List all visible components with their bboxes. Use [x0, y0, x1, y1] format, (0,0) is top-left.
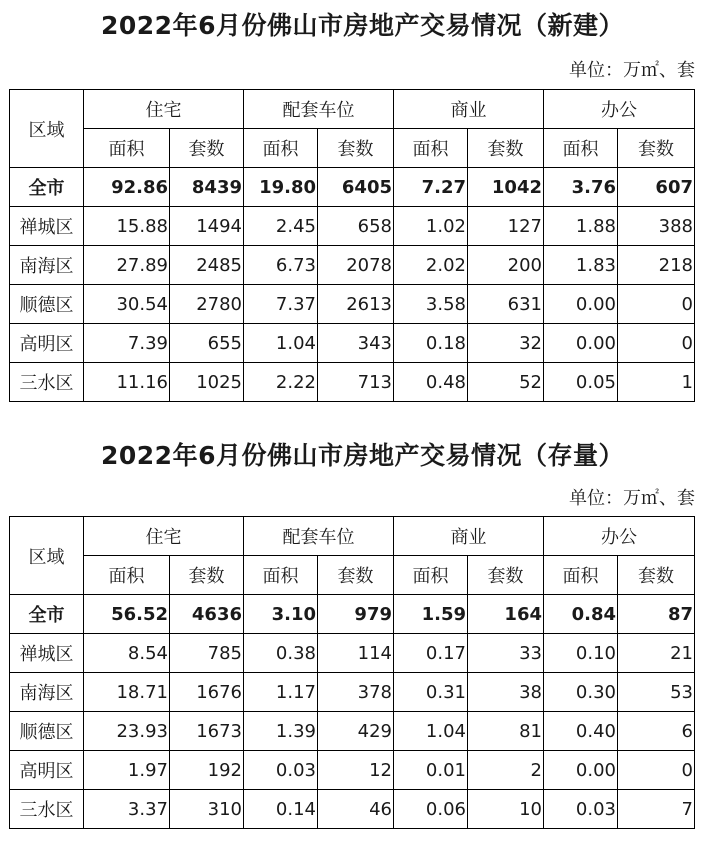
value-cell: 607 [618, 168, 695, 207]
table-title: 2022年6月份佛山市房地产交易情况（存量） [101, 441, 624, 470]
value-cell: 87 [618, 595, 695, 634]
value-cell: 30.54 [84, 285, 170, 324]
group-header: 住宅 [84, 90, 244, 129]
metric-header: 面积 [394, 129, 468, 168]
value-cell: 2078 [318, 246, 394, 285]
value-cell: 0.17 [394, 634, 468, 673]
value-cell: 0.03 [244, 751, 318, 790]
value-cell: 127 [468, 207, 544, 246]
table-row [10, 673, 695, 712]
region-cell: 全市 [10, 595, 84, 634]
value-cell: 46 [318, 790, 394, 829]
value-cell: 200 [468, 246, 544, 285]
value-cell: 1 [618, 363, 695, 402]
value-cell: 7.39 [84, 324, 170, 363]
header-row-metrics [10, 556, 695, 595]
value-cell: 15.88 [84, 207, 170, 246]
value-cell: 2.22 [244, 363, 318, 402]
value-cell: 0.84 [544, 595, 618, 634]
value-cell: 658 [318, 207, 394, 246]
value-cell: 10 [468, 790, 544, 829]
value-cell: 1673 [170, 712, 244, 751]
value-cell: 52 [468, 363, 544, 402]
value-cell: 310 [170, 790, 244, 829]
value-cell: 0 [618, 324, 695, 363]
group-header: 配套车位 [244, 90, 394, 129]
value-cell: 0.06 [394, 790, 468, 829]
value-cell: 388 [618, 207, 695, 246]
value-cell: 1.39 [244, 712, 318, 751]
value-cell: 23.93 [84, 712, 170, 751]
value-cell: 2485 [170, 246, 244, 285]
metric-header: 套数 [170, 129, 244, 168]
value-cell: 0.30 [544, 673, 618, 712]
unit-label: 单位：万㎡、套 [569, 60, 695, 81]
region-cell: 三水区 [10, 363, 84, 402]
value-cell: 631 [468, 285, 544, 324]
value-cell: 8439 [170, 168, 244, 207]
value-cell: 1676 [170, 673, 244, 712]
value-cell: 429 [318, 712, 394, 751]
value-cell: 1.02 [394, 207, 468, 246]
value-cell: 0.00 [544, 324, 618, 363]
value-cell: 6 [618, 712, 695, 751]
value-cell: 21 [618, 634, 695, 673]
metric-header: 面积 [394, 556, 468, 595]
value-cell: 56.52 [84, 595, 170, 634]
value-cell: 0.38 [244, 634, 318, 673]
header-row-groups [10, 517, 695, 556]
metric-header: 面积 [544, 556, 618, 595]
value-cell: 2780 [170, 285, 244, 324]
value-cell: 19.80 [244, 168, 318, 207]
group-header: 商业 [394, 517, 544, 556]
value-cell: 6405 [318, 168, 394, 207]
value-cell: 1494 [170, 207, 244, 246]
region-header: 区域 [10, 90, 84, 168]
region-cell: 顺德区 [10, 285, 84, 324]
value-cell: 2.02 [394, 246, 468, 285]
value-cell: 12 [318, 751, 394, 790]
metric-header: 套数 [468, 556, 544, 595]
value-cell: 3.58 [394, 285, 468, 324]
value-cell: 218 [618, 246, 695, 285]
value-cell: 3.37 [84, 790, 170, 829]
value-cell: 2.45 [244, 207, 318, 246]
metric-header: 面积 [544, 129, 618, 168]
value-cell: 713 [318, 363, 394, 402]
metric-header: 套数 [318, 129, 394, 168]
value-cell: 1.04 [244, 324, 318, 363]
transaction-table-existing [9, 516, 695, 829]
group-header: 商业 [394, 90, 544, 129]
region-cell: 高明区 [10, 751, 84, 790]
metric-header: 套数 [468, 129, 544, 168]
value-cell: 0.00 [544, 285, 618, 324]
region-header: 区域 [10, 517, 84, 595]
region-cell: 三水区 [10, 790, 84, 829]
group-header: 住宅 [84, 517, 244, 556]
table-row [10, 324, 695, 363]
value-cell: 1.88 [544, 207, 618, 246]
value-cell: 7.37 [244, 285, 318, 324]
value-cell: 92.86 [84, 168, 170, 207]
group-header: 办公 [544, 90, 695, 129]
value-cell: 0.31 [394, 673, 468, 712]
value-cell: 0.00 [544, 751, 618, 790]
table-row [10, 634, 695, 673]
region-cell: 禅城区 [10, 634, 84, 673]
table-row [10, 285, 695, 324]
metric-header: 套数 [318, 556, 394, 595]
value-cell: 192 [170, 751, 244, 790]
value-cell: 6.73 [244, 246, 318, 285]
value-cell: 2 [468, 751, 544, 790]
value-cell: 343 [318, 324, 394, 363]
value-cell: 27.89 [84, 246, 170, 285]
value-cell: 378 [318, 673, 394, 712]
region-cell: 高明区 [10, 324, 84, 363]
value-cell: 38 [468, 673, 544, 712]
metric-header: 套数 [618, 129, 695, 168]
value-cell: 1.59 [394, 595, 468, 634]
header-row-metrics [10, 129, 695, 168]
value-cell: 3.76 [544, 168, 618, 207]
value-cell: 2613 [318, 285, 394, 324]
value-cell: 979 [318, 595, 394, 634]
value-cell: 7.27 [394, 168, 468, 207]
value-cell: 32 [468, 324, 544, 363]
value-cell: 0.10 [544, 634, 618, 673]
value-cell: 0 [618, 285, 695, 324]
table-row-total [10, 595, 695, 634]
table-row [10, 790, 695, 829]
value-cell: 3.10 [244, 595, 318, 634]
transaction-table-new [9, 89, 695, 402]
table-title: 2022年6月份佛山市房地产交易情况（新建） [101, 11, 624, 40]
header-row-groups [10, 90, 695, 129]
value-cell: 11.16 [84, 363, 170, 402]
value-cell: 7 [618, 790, 695, 829]
metric-header: 面积 [244, 556, 318, 595]
value-cell: 4636 [170, 595, 244, 634]
metric-header: 面积 [84, 556, 170, 595]
value-cell: 1025 [170, 363, 244, 402]
unit-label: 单位：万㎡、套 [569, 488, 695, 509]
value-cell: 33 [468, 634, 544, 673]
value-cell: 18.71 [84, 673, 170, 712]
value-cell: 1.04 [394, 712, 468, 751]
value-cell: 1042 [468, 168, 544, 207]
group-header: 配套车位 [244, 517, 394, 556]
metric-header: 套数 [618, 556, 695, 595]
region-cell: 全市 [10, 168, 84, 207]
region-cell: 顺德区 [10, 712, 84, 751]
value-cell: 655 [170, 324, 244, 363]
value-cell: 8.54 [84, 634, 170, 673]
metric-header: 面积 [84, 129, 170, 168]
value-cell: 114 [318, 634, 394, 673]
table-row [10, 207, 695, 246]
region-cell: 南海区 [10, 673, 84, 712]
value-cell: 785 [170, 634, 244, 673]
value-cell: 0.14 [244, 790, 318, 829]
table-row [10, 751, 695, 790]
value-cell: 53 [618, 673, 695, 712]
value-cell: 0.01 [394, 751, 468, 790]
value-cell: 164 [468, 595, 544, 634]
table-row [10, 246, 695, 285]
table-row [10, 712, 695, 751]
value-cell: 0.18 [394, 324, 468, 363]
value-cell: 81 [468, 712, 544, 751]
table-row [10, 363, 695, 402]
value-cell: 1.83 [544, 246, 618, 285]
value-cell: 0.48 [394, 363, 468, 402]
value-cell: 1.17 [244, 673, 318, 712]
table-row-total [10, 168, 695, 207]
metric-header: 套数 [170, 556, 244, 595]
group-header: 办公 [544, 517, 695, 556]
metric-header: 面积 [244, 129, 318, 168]
value-cell: 0.03 [544, 790, 618, 829]
value-cell: 0.40 [544, 712, 618, 751]
value-cell: 0.05 [544, 363, 618, 402]
region-cell: 禅城区 [10, 207, 84, 246]
value-cell: 1.97 [84, 751, 170, 790]
value-cell: 0 [618, 751, 695, 790]
region-cell: 南海区 [10, 246, 84, 285]
